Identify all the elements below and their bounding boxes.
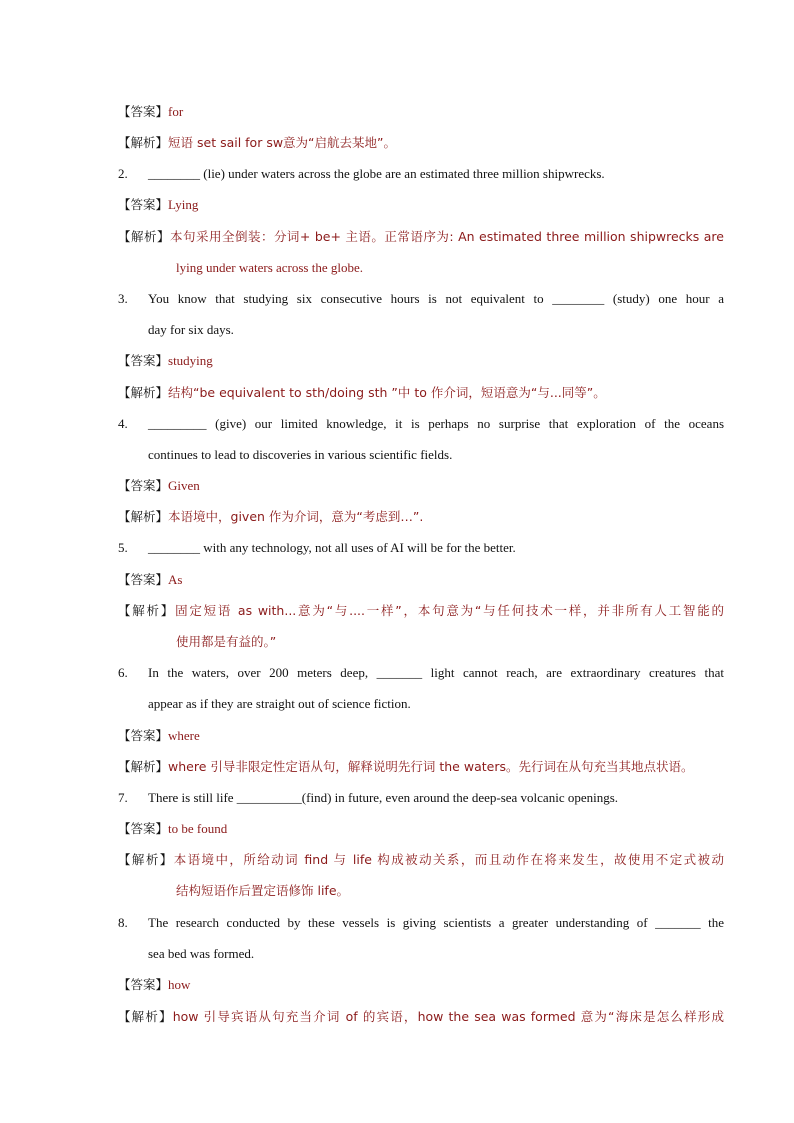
answer-text: where — [168, 728, 200, 743]
question-3-cont: day for six days. — [148, 322, 234, 337]
answer-line — [118, 976, 724, 994]
question-number: 2. — [118, 166, 128, 181]
question-4-cont: continues to lead to discoveries in various scientific fields. — [148, 447, 453, 462]
answer-line — [118, 196, 724, 214]
analysis-text: where 引导非限定性定语从句，解释说明先行词 the waters。先行词在从句充当其地点状语。 — [168, 759, 694, 774]
question-number: 5. — [118, 540, 128, 555]
question-8 — [118, 914, 724, 932]
answer-text: to be found — [168, 821, 228, 836]
question-3 — [118, 290, 724, 308]
analysis-line — [118, 134, 724, 152]
answer-text: for — [168, 104, 184, 119]
answer-line — [118, 820, 724, 838]
analysis-text: 结构“be equivalent to sth/doing sth ”中 to 作介词，短语意为“与...同等”。 — [168, 385, 606, 400]
answer-tag: 【答案】 — [118, 572, 169, 587]
answer-line — [118, 103, 724, 121]
answer-text: Lying — [168, 197, 199, 212]
analysis-line — [118, 851, 724, 869]
answer-text: studying — [168, 353, 213, 368]
analysis-line — [118, 1008, 724, 1026]
analysis-text: 固定短语 as with...意为“与....一样”，本句意为“与任何技术一样，并非所有人工智能的 — [175, 603, 724, 618]
answer-tag: 【答案】 — [118, 353, 169, 368]
analysis-text: 本句采用全倒装：分词+ be+ 主语。正常语序为: An estimated three million shipwrecks are — [169, 229, 724, 244]
analysis-text: 短语 set sail for sw意为“启航去某地”。 — [168, 135, 397, 150]
question-number: 3. — [118, 291, 128, 306]
question-text: ________ (lie) under waters across the globe are an estimated three million shipwrecks. — [148, 166, 605, 181]
answer-text: Given — [168, 478, 200, 493]
analysis-line — [118, 384, 724, 402]
question-number: 7. — [118, 790, 128, 805]
question-text: _________ (give) our limited knowledge, it is perhaps no surprise that exploration of the oceans — [148, 416, 724, 431]
question-number: 8. — [118, 915, 128, 930]
answer-text: As — [168, 572, 183, 587]
question-5 — [118, 539, 724, 557]
analysis-tag: 【解析】 — [118, 759, 169, 774]
answer-line — [118, 352, 724, 370]
question-6-cont: appear as if they are straight out of science fiction. — [148, 696, 411, 711]
answer-tag: 【答案】 — [118, 478, 169, 493]
analysis-tag: 【解析】 — [118, 852, 174, 867]
analysis-text: 本语境中，given 作为介词，意为“考虑到…”. — [168, 509, 424, 524]
answer-line — [118, 727, 724, 745]
analysis-line-cont: 结构短语作后置定语修饰 life。 — [176, 883, 350, 898]
analysis-tag: 【解析】 — [118, 135, 169, 150]
answer-text: how — [168, 977, 191, 992]
question-2 — [118, 165, 724, 183]
answer-line — [118, 477, 724, 495]
answer-tag: 【答案】 — [118, 728, 169, 743]
analysis-text: how 引导宾语从句充当介词 of 的宾语，how the sea was formed 意为“海床是怎么样形成 — [172, 1009, 724, 1024]
question-text: You know that studying six consecutive hours is not equivalent to ________ (study) one hour a — [148, 291, 724, 306]
question-number: 4. — [118, 416, 128, 431]
answer-tag: 【答案】 — [118, 977, 169, 992]
answer-line — [118, 571, 724, 589]
analysis-line-cont: lying under waters across the globe. — [176, 260, 364, 275]
analysis-tag: 【解析】 — [118, 603, 176, 618]
question-text: There is still life __________(find) in future, even around the deep-sea volcanic openings. — [148, 790, 619, 805]
question-8-cont: sea bed was formed. — [148, 946, 255, 961]
question-text: ________ with any technology, not all uses of AI will be for the better. — [148, 540, 516, 555]
analysis-line — [118, 758, 724, 776]
analysis-tag: 【解析】 — [118, 385, 169, 400]
question-number: 6. — [118, 665, 128, 680]
analysis-text: 本语境中，所给动词 find 与 life 构成被动关系，而且动作在将来发生，故使用不定式被动 — [173, 852, 724, 867]
analysis-tag: 【解析】 — [118, 1009, 173, 1024]
question-4 — [118, 415, 724, 433]
question-text: The research conducted by these vessels is giving scientists a greater understanding of _______ the — [148, 915, 724, 930]
question-6 — [118, 664, 724, 682]
answer-tag: 【答案】 — [118, 197, 169, 212]
analysis-line — [118, 508, 724, 526]
answer-tag: 【答案】 — [118, 104, 169, 119]
question-text: In the waters, over 200 meters deep, _______ light cannot reach, are extraordinary creatures that — [148, 665, 724, 680]
analysis-tag: 【解析】 — [118, 509, 169, 524]
analysis-line-cont: 使用都是有益的。” — [176, 634, 277, 649]
answer-tag: 【答案】 — [118, 821, 169, 836]
analysis-line — [118, 602, 724, 620]
analysis-line — [118, 228, 724, 246]
analysis-tag: 【解析】 — [118, 229, 170, 244]
question-7 — [118, 789, 724, 807]
